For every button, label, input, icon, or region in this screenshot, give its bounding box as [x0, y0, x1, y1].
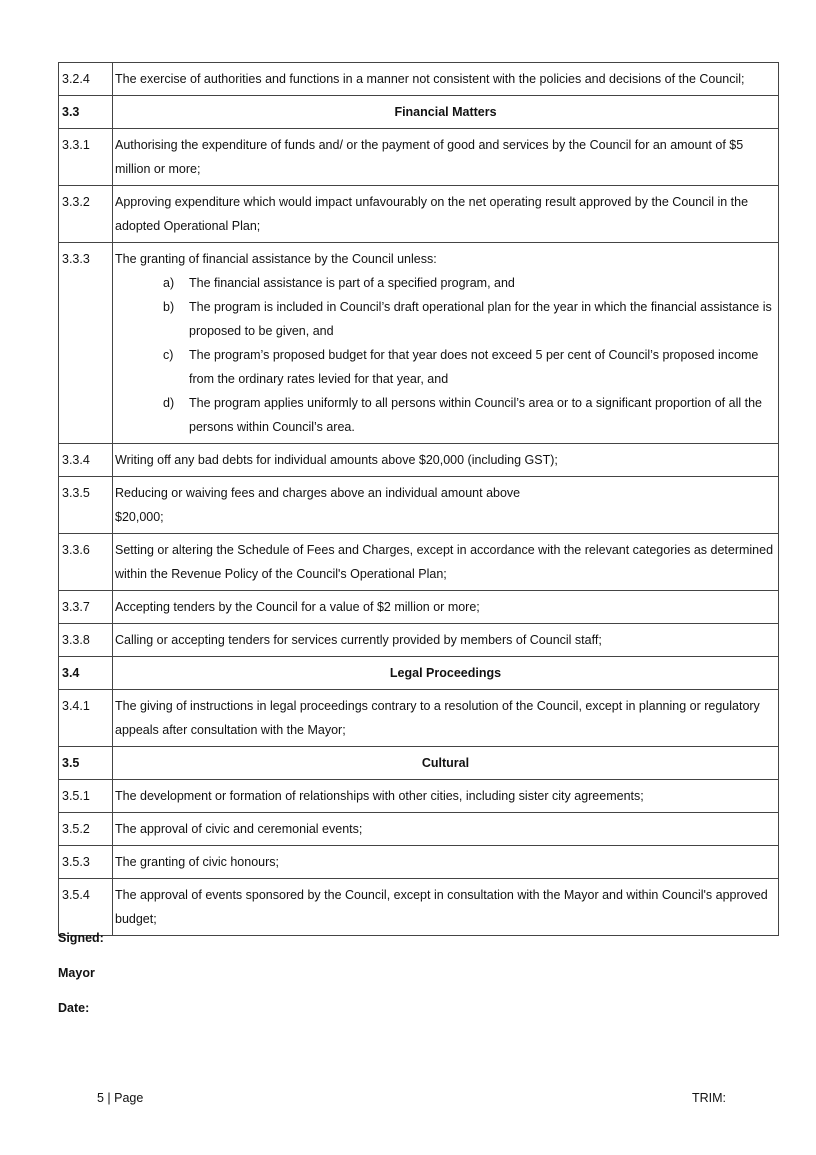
section-row: [59, 747, 779, 780]
delegations-table: [58, 62, 779, 936]
date-label: Date:: [58, 1001, 90, 1015]
financial-assistance-conditions: [115, 271, 774, 439]
trim-reference: TRIM:: [692, 1091, 727, 1105]
row-number: 3.3.5: [59, 477, 113, 534]
row-text: Calling or accepting tenders for services currently provided by members of Council staff;: [113, 624, 779, 657]
list-item: [115, 271, 774, 295]
row-text-content: Reducing or waiving fees and charges above an individual amount above $20,000;: [115, 486, 521, 524]
section-number: 3.5: [59, 747, 113, 780]
page-number: 5 | Page: [97, 1091, 144, 1105]
list-item-text: The program’s proposed budget for that year does not exceed 5 per cent of Council’s proposed income from the ordinary rates levied for that year, and: [189, 348, 759, 386]
section-number: 3.4: [59, 657, 113, 690]
table-row: [59, 63, 779, 96]
table-row: [59, 624, 779, 657]
table-row: [59, 534, 779, 591]
table-row: [59, 129, 779, 186]
table-row: [59, 690, 779, 747]
list-marker: a): [163, 276, 175, 290]
table-row: [59, 444, 779, 477]
row-number: 3.5.1: [59, 780, 113, 813]
row-number: 3.3.4: [59, 444, 113, 477]
row-number: 3.3.7: [59, 591, 113, 624]
row-text: The approval of civic and ceremonial events;: [113, 813, 779, 846]
row-text: [113, 444, 779, 477]
row-number: 3.5.3: [59, 846, 113, 879]
section-row: [59, 657, 779, 690]
list-item-text: The program is included in Council’s draft operational plan for the year in which the financial assistance is proposed to be given, and: [189, 300, 772, 338]
section-title: Financial Matters: [113, 96, 779, 129]
list-item-text: The financial assistance is part of a specified program, and: [189, 276, 515, 290]
row-text: The approval of events sponsored by the Council, except in consultation with the Mayor and within Council's approved budget;: [113, 879, 779, 936]
row-number: 3.3.6: [59, 534, 113, 591]
table-row: [59, 813, 779, 846]
list-item-text: The program applies uniformly to all persons within Council’s area or to a significant proportion of all the persons within Council’s area.: [189, 396, 762, 434]
table-row: [59, 186, 779, 243]
table-row: [59, 243, 779, 444]
row-text: Approving expenditure which would impact unfavourably on the net operating result approved by the Council in the adopted Operational Plan;: [113, 186, 779, 243]
row-number: 3.3.1: [59, 129, 113, 186]
row-text: The granting of civic honours;: [113, 846, 779, 879]
table-row: [59, 780, 779, 813]
section-title: Legal Proceedings: [113, 657, 779, 690]
table-row: [59, 477, 779, 534]
row-number: 3.3.2: [59, 186, 113, 243]
row-number: 3.2.4: [59, 63, 113, 96]
section-number: 3.3: [59, 96, 113, 129]
table-row: [59, 591, 779, 624]
row-number: 3.5.2: [59, 813, 113, 846]
row-text-with-list: [113, 243, 779, 444]
row-text: The exercise of authorities and functions in a manner not consistent with the policies and decisions of the Council;: [113, 63, 779, 96]
list-marker: b): [163, 300, 175, 314]
row-number: 3.3.3: [59, 243, 113, 444]
row-number: 3.4.1: [59, 690, 113, 747]
row-number: 3.3.8: [59, 624, 113, 657]
table-row: [59, 879, 779, 936]
row-text: [113, 477, 779, 534]
section-title: Cultural: [113, 747, 779, 780]
row-text: The giving of instructions in legal proceedings contrary to a resolution of the Council, except in planning or regulatory appeals after consultation with the Mayor;: [113, 690, 779, 747]
section-row: [59, 96, 779, 129]
list-marker: d): [163, 396, 175, 410]
row-text: Accepting tenders by the Council for a value of $2 million or more;: [113, 591, 779, 624]
list-item: [115, 391, 774, 439]
table-row: [59, 846, 779, 879]
row-text: Setting or altering the Schedule of Fees and Charges, except in accordance with the relevant categories as determined within the Revenue Policy of the Council's Operational Plan;: [113, 534, 779, 591]
row-text: Authorising the expenditure of funds and/ or the payment of good and services by the Council for an amount of $5 million or more;: [113, 129, 779, 186]
list-item: [115, 343, 774, 391]
row-number: 3.5.4: [59, 879, 113, 936]
list-item: [115, 295, 774, 343]
signed-label: Signed:: [58, 931, 104, 945]
mayor-label: Mayor: [58, 966, 95, 980]
list-marker: c): [163, 348, 174, 362]
row-text: The development or formation of relationships with other cities, including sister city agreements;: [113, 780, 779, 813]
row-text-content: Writing off any bad debts for individual amounts above $20,000 (including GST);: [115, 453, 558, 467]
row-text: The granting of financial assistance by the Council unless:: [115, 252, 437, 266]
